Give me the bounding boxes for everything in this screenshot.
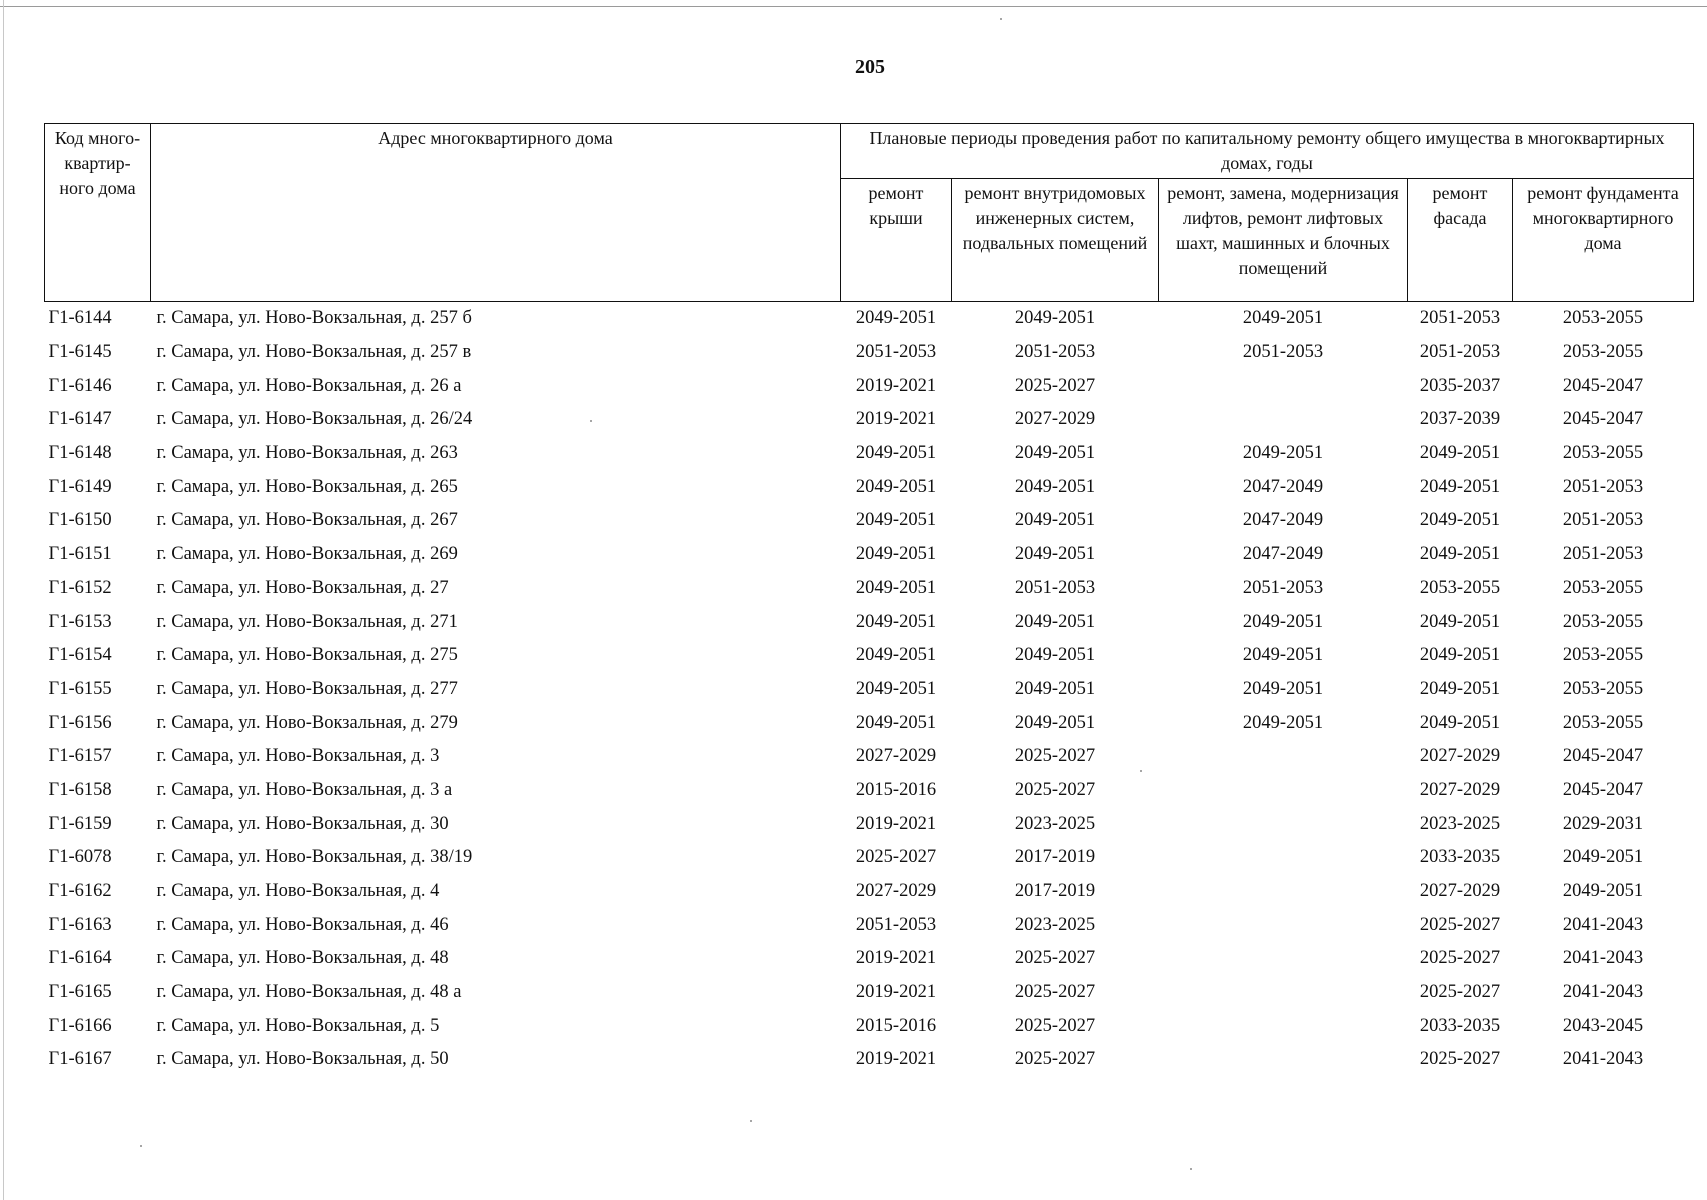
cell-systems: 2017-2019 xyxy=(1014,881,1096,902)
cell-address: г. Самара, ул. Ново-Вокзальная, д. 48 а xyxy=(156,982,462,1003)
cell-elevators: 2051-2053 xyxy=(1242,577,1324,598)
cell-elevators: 2047-2049 xyxy=(1242,476,1324,497)
cell-facade: 2051-2053 xyxy=(1419,308,1501,329)
cell-foundation: 2053-2055 xyxy=(1562,308,1644,329)
cell-facade: 2027-2029 xyxy=(1419,779,1501,800)
cell-foundation: 2045-2047 xyxy=(1562,375,1644,396)
table-row xyxy=(45,875,1694,909)
cell-roof: 2049-2051 xyxy=(855,308,937,329)
cell-address: г. Самара, ул. Ново-Вокзальная, д. 275 xyxy=(156,645,458,666)
cell-facade: 2051-2053 xyxy=(1419,342,1501,363)
header-code: Код много-квартир-ного дома xyxy=(45,124,151,302)
cell-systems: 2049-2051 xyxy=(1014,611,1096,632)
table-row xyxy=(45,504,1694,538)
cell-code: Г1-6154 xyxy=(48,645,112,666)
cell-elevators: 2051-2053 xyxy=(1242,342,1324,363)
header-address: Адрес многоквартирного дома xyxy=(151,124,841,302)
table-row xyxy=(45,740,1694,774)
page-number: 205 xyxy=(855,56,885,78)
cell-facade: 2049-2051 xyxy=(1419,712,1501,733)
cell-address: г. Самара, ул. Ново-Вокзальная, д. 277 xyxy=(156,678,458,699)
cell-foundation: 2053-2055 xyxy=(1562,577,1644,598)
cell-foundation: 2041-2043 xyxy=(1562,948,1644,969)
table-row xyxy=(45,605,1694,639)
cell-systems: 2025-2027 xyxy=(1014,779,1096,800)
cell-foundation: 2051-2053 xyxy=(1562,476,1644,497)
table-row xyxy=(45,774,1694,808)
repair-schedule-table xyxy=(44,123,1694,1077)
cell-code: Г1-6157 xyxy=(48,746,112,767)
cell-facade: 2023-2025 xyxy=(1419,813,1501,834)
cell-code: Г1-6078 xyxy=(48,847,112,868)
cell-roof: 2049-2051 xyxy=(855,611,937,632)
cell-roof: 2015-2016 xyxy=(855,779,937,800)
cell-code: Г1-6151 xyxy=(48,544,112,565)
cell-foundation: 2049-2051 xyxy=(1562,847,1644,868)
cell-elevators xyxy=(1159,875,1408,909)
cell-facade: 2033-2035 xyxy=(1419,1015,1501,1036)
cell-foundation: 2053-2055 xyxy=(1562,712,1644,733)
cell-roof: 2049-2051 xyxy=(855,712,937,733)
header-roof: ремонт крыши xyxy=(841,179,952,302)
header-systems: ремонт внутридомовых инженерных систем, подвальных помещений xyxy=(952,179,1159,302)
scan-speck xyxy=(140,1145,142,1147)
table-row xyxy=(45,470,1694,504)
header-elevators: ремонт, замена, модернизация лифтов, ремонт лифтовых шахт, машинных и блочных помещений xyxy=(1159,179,1408,302)
cell-foundation: 2049-2051 xyxy=(1562,881,1644,902)
cell-facade: 2049-2051 xyxy=(1419,611,1501,632)
cell-facade: 2027-2029 xyxy=(1419,746,1501,767)
cell-systems: 2049-2051 xyxy=(1014,544,1096,565)
cell-foundation: 2051-2053 xyxy=(1562,510,1644,531)
cell-code: Г1-6158 xyxy=(48,779,112,800)
cell-code: Г1-6147 xyxy=(48,409,112,430)
table-row xyxy=(45,403,1694,437)
cell-code: Г1-6145 xyxy=(48,342,112,363)
cell-foundation: 2045-2047 xyxy=(1562,746,1644,767)
cell-foundation: 2053-2055 xyxy=(1562,342,1644,363)
cell-systems: 2023-2025 xyxy=(1014,914,1096,935)
cell-elevators: 2049-2051 xyxy=(1242,678,1324,699)
cell-facade: 2025-2027 xyxy=(1419,914,1501,935)
cell-code: Г1-6149 xyxy=(48,476,112,497)
cell-facade: 2049-2051 xyxy=(1419,645,1501,666)
cell-code: Г1-6164 xyxy=(48,948,112,969)
cell-elevators xyxy=(1159,942,1408,976)
cell-elevators xyxy=(1159,369,1408,403)
cell-code: Г1-6146 xyxy=(48,375,112,396)
cell-foundation: 2053-2055 xyxy=(1562,678,1644,699)
table-row xyxy=(45,673,1694,707)
cell-code: Г1-6153 xyxy=(48,611,112,632)
cell-address: г. Самара, ул. Ново-Вокзальная, д. 38/19 xyxy=(156,847,473,868)
cell-code: Г1-6165 xyxy=(48,982,112,1003)
cell-roof: 2015-2016 xyxy=(855,1015,937,1036)
cell-roof: 2027-2029 xyxy=(855,746,937,767)
table-row xyxy=(45,437,1694,471)
cell-facade: 2027-2029 xyxy=(1419,881,1501,902)
cell-roof: 2049-2051 xyxy=(855,510,937,531)
cell-code: Г1-6156 xyxy=(48,712,112,733)
cell-elevators xyxy=(1159,1043,1408,1077)
cell-facade: 2049-2051 xyxy=(1419,476,1501,497)
cell-roof: 2019-2021 xyxy=(855,1049,937,1070)
cell-foundation: 2041-2043 xyxy=(1562,914,1644,935)
cell-systems: 2025-2027 xyxy=(1014,746,1096,767)
cell-foundation: 2041-2043 xyxy=(1562,1049,1644,1070)
cell-systems: 2025-2027 xyxy=(1014,982,1096,1003)
cell-facade: 2049-2051 xyxy=(1419,678,1501,699)
cell-address: г. Самара, ул. Ново-Вокзальная, д. 279 xyxy=(156,712,458,733)
cell-foundation: 2045-2047 xyxy=(1562,779,1644,800)
table-row xyxy=(45,841,1694,875)
cell-facade: 2053-2055 xyxy=(1419,577,1501,598)
cell-roof: 2025-2027 xyxy=(855,847,937,868)
cell-code: Г1-6162 xyxy=(48,881,112,902)
table-row xyxy=(45,302,1694,336)
cell-address: г. Самара, ул. Ново-Вокзальная, д. 26 а xyxy=(156,375,462,396)
cell-address: г. Самара, ул. Ново-Вокзальная, д. 5 xyxy=(156,1015,440,1036)
table-row xyxy=(45,639,1694,673)
cell-roof: 2019-2021 xyxy=(855,948,937,969)
cell-facade: 2035-2037 xyxy=(1419,375,1501,396)
cell-address: г. Самара, ул. Ново-Вокзальная, д. 50 xyxy=(156,1049,449,1070)
cell-facade: 2037-2039 xyxy=(1419,409,1501,430)
scan-speck xyxy=(1000,18,1002,20)
cell-address: г. Самара, ул. Ново-Вокзальная, д. 27 xyxy=(156,577,449,598)
cell-facade: 2033-2035 xyxy=(1419,847,1501,868)
cell-roof: 2027-2029 xyxy=(855,881,937,902)
cell-elevators: 2049-2051 xyxy=(1242,645,1324,666)
cell-roof: 2019-2021 xyxy=(855,409,937,430)
cell-facade: 2049-2051 xyxy=(1419,510,1501,531)
table-row xyxy=(45,1043,1694,1077)
cell-systems: 2049-2051 xyxy=(1014,443,1096,464)
cell-code: Г1-6159 xyxy=(48,813,112,834)
scan-speck xyxy=(1140,770,1142,772)
cell-foundation: 2053-2055 xyxy=(1562,611,1644,632)
cell-code: Г1-6163 xyxy=(48,914,112,935)
cell-facade: 2049-2051 xyxy=(1419,443,1501,464)
cell-facade: 2025-2027 xyxy=(1419,1049,1501,1070)
cell-address: г. Самара, ул. Ново-Вокзальная, д. 3 xyxy=(156,746,440,767)
cell-foundation: 2041-2043 xyxy=(1562,982,1644,1003)
cell-elevators xyxy=(1159,1009,1408,1043)
cell-roof: 2019-2021 xyxy=(855,375,937,396)
scan-speck xyxy=(590,420,592,422)
header-foundation: ремонт фундамента многоквартирного дома xyxy=(1513,179,1694,302)
header-periods-group: Плановые периоды проведения работ по капитальному ремонту общего имущества в многоквартирных домах, годы xyxy=(841,124,1694,179)
cell-address: г. Самара, ул. Ново-Вокзальная, д. 48 xyxy=(156,948,449,969)
cell-address: г. Самара, ул. Ново-Вокзальная, д. 265 xyxy=(156,476,458,497)
table-row xyxy=(45,369,1694,403)
cell-address: г. Самара, ул. Ново-Вокзальная, д. 263 xyxy=(156,443,458,464)
cell-elevators xyxy=(1159,740,1408,774)
cell-elevators: 2049-2051 xyxy=(1242,308,1324,329)
cell-roof: 2049-2051 xyxy=(855,577,937,598)
table-row xyxy=(45,942,1694,976)
cell-roof: 2051-2053 xyxy=(855,914,937,935)
cell-foundation: 2051-2053 xyxy=(1562,544,1644,565)
cell-foundation: 2053-2055 xyxy=(1562,443,1644,464)
cell-address: г. Самара, ул. Ново-Вокзальная, д. 30 xyxy=(156,813,449,834)
cell-systems: 2051-2053 xyxy=(1014,577,1096,598)
cell-facade: 2025-2027 xyxy=(1419,948,1501,969)
cell-address: г. Самара, ул. Ново-Вокзальная, д. 26/24 xyxy=(156,409,473,430)
cell-foundation: 2043-2045 xyxy=(1562,1015,1644,1036)
cell-systems: 2049-2051 xyxy=(1014,476,1096,497)
cell-systems: 2023-2025 xyxy=(1014,813,1096,834)
cell-facade: 2025-2027 xyxy=(1419,982,1501,1003)
scan-speck xyxy=(750,1120,752,1122)
cell-elevators xyxy=(1159,807,1408,841)
cell-address: г. Самара, ул. Ново-Вокзальная, д. 267 xyxy=(156,510,458,531)
cell-systems: 2027-2029 xyxy=(1014,409,1096,430)
cell-address: г. Самара, ул. Ново-Вокзальная, д. 3 а xyxy=(156,779,453,800)
cell-roof: 2019-2021 xyxy=(855,813,937,834)
cell-foundation: 2045-2047 xyxy=(1562,409,1644,430)
cell-code: Г1-6166 xyxy=(48,1015,112,1036)
cell-systems: 2025-2027 xyxy=(1014,1015,1096,1036)
cell-elevators: 2049-2051 xyxy=(1242,611,1324,632)
scan-speck xyxy=(1190,1168,1192,1170)
cell-elevators xyxy=(1159,841,1408,875)
cell-roof: 2049-2051 xyxy=(855,645,937,666)
cell-systems: 2049-2051 xyxy=(1014,308,1096,329)
cell-systems: 2051-2053 xyxy=(1014,342,1096,363)
cell-elevators: 2049-2051 xyxy=(1242,712,1324,733)
cell-address: г. Самара, ул. Ново-Вокзальная, д. 4 xyxy=(156,881,440,902)
cell-systems: 2025-2027 xyxy=(1014,948,1096,969)
table-body xyxy=(45,302,1694,1077)
cell-elevators: 2047-2049 xyxy=(1242,510,1324,531)
cell-systems: 2025-2027 xyxy=(1014,1049,1096,1070)
cell-foundation: 2053-2055 xyxy=(1562,645,1644,666)
cell-systems: 2049-2051 xyxy=(1014,712,1096,733)
cell-address: г. Самара, ул. Ново-Вокзальная, д. 257 в xyxy=(156,342,472,363)
cell-code: Г1-6150 xyxy=(48,510,112,531)
cell-address: г. Самара, ул. Ново-Вокзальная, д. 257 б xyxy=(156,308,472,329)
cell-foundation: 2029-2031 xyxy=(1562,813,1644,834)
header-facade: ремонт фасада xyxy=(1408,179,1513,302)
cell-elevators xyxy=(1159,774,1408,808)
cell-facade: 2049-2051 xyxy=(1419,544,1501,565)
cell-elevators xyxy=(1159,976,1408,1010)
cell-systems: 2049-2051 xyxy=(1014,678,1096,699)
table-row xyxy=(45,706,1694,740)
cell-roof: 2049-2051 xyxy=(855,678,937,699)
table-row xyxy=(45,908,1694,942)
scan-edge-top xyxy=(0,6,1707,7)
cell-roof: 2019-2021 xyxy=(855,982,937,1003)
cell-elevators: 2047-2049 xyxy=(1242,544,1324,565)
cell-code: Г1-6144 xyxy=(48,308,112,329)
cell-code: Г1-6155 xyxy=(48,678,112,699)
cell-code: Г1-6148 xyxy=(48,443,112,464)
table-row xyxy=(45,336,1694,370)
cell-systems: 2017-2019 xyxy=(1014,847,1096,868)
cell-address: г. Самара, ул. Ново-Вокзальная, д. 269 xyxy=(156,544,458,565)
cell-address: г. Самара, ул. Ново-Вокзальная, д. 271 xyxy=(156,611,458,632)
repair-schedule-sheet xyxy=(44,123,1694,1077)
cell-systems: 2049-2051 xyxy=(1014,645,1096,666)
cell-address: г. Самара, ул. Ново-Вокзальная, д. 46 xyxy=(156,914,449,935)
table-row xyxy=(45,807,1694,841)
scan-edge-left xyxy=(3,0,4,1200)
table-header xyxy=(45,124,1694,302)
table-row xyxy=(45,976,1694,1010)
cell-code: Г1-6167 xyxy=(48,1049,112,1070)
table-row xyxy=(45,538,1694,572)
cell-elevators xyxy=(1159,403,1408,437)
cell-roof: 2049-2051 xyxy=(855,476,937,497)
table-row xyxy=(45,572,1694,606)
cell-roof: 2049-2051 xyxy=(855,544,937,565)
cell-systems: 2025-2027 xyxy=(1014,375,1096,396)
cell-elevators: 2049-2051 xyxy=(1242,443,1324,464)
cell-roof: 2049-2051 xyxy=(855,443,937,464)
cell-systems: 2049-2051 xyxy=(1014,510,1096,531)
cell-roof: 2051-2053 xyxy=(855,342,937,363)
table-row xyxy=(45,1009,1694,1043)
cell-code: Г1-6152 xyxy=(48,577,112,598)
cell-elevators xyxy=(1159,908,1408,942)
